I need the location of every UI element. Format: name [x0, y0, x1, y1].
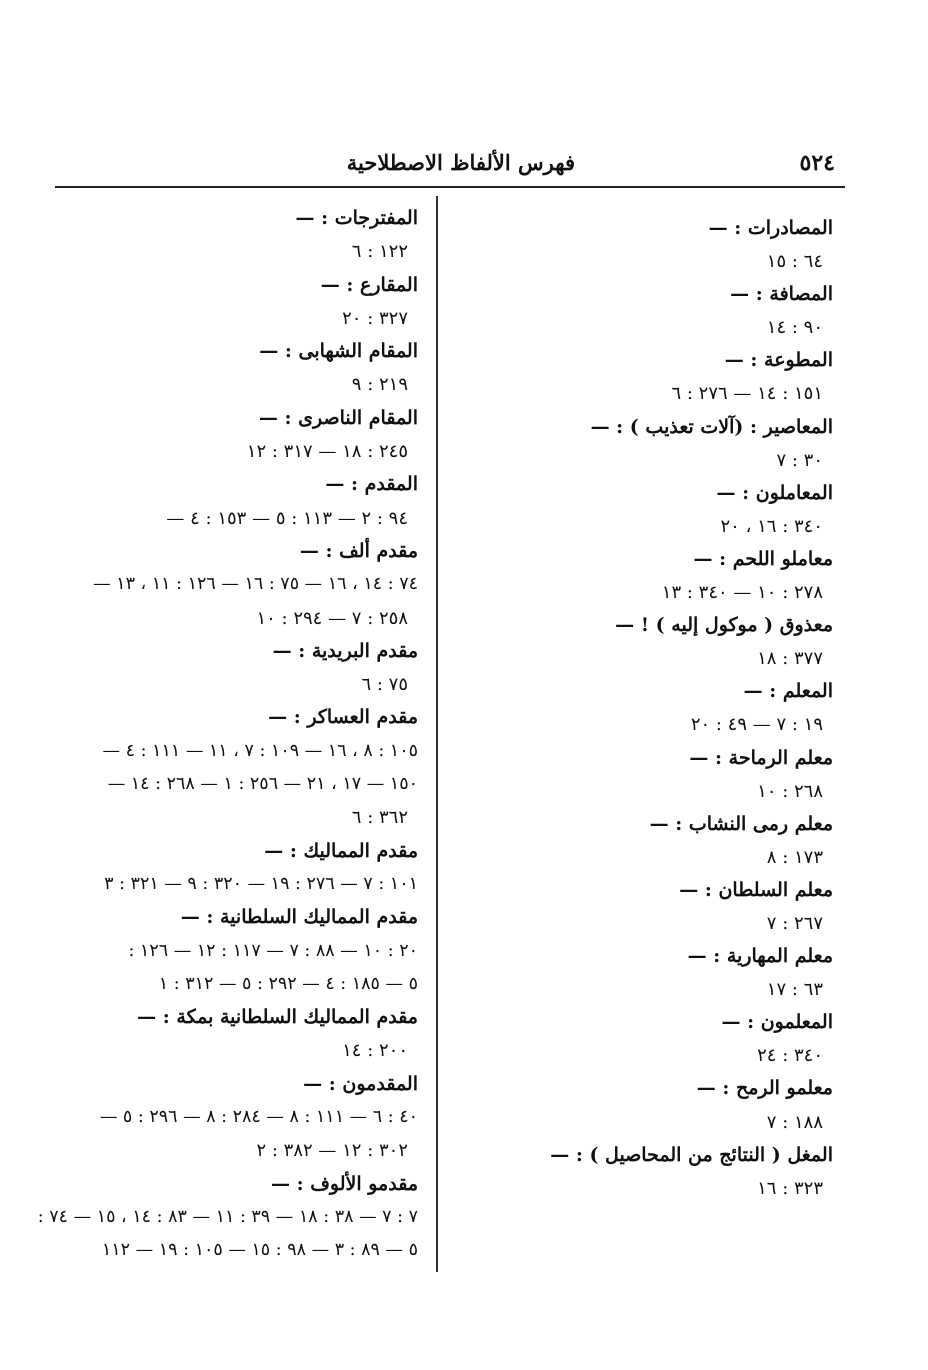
page-reference: ٦٤ : ١٥: [766, 251, 823, 273]
index-term: مقدم المماليك السلطانية بمكة : —: [137, 1006, 418, 1029]
index-term: المعلم : —: [743, 680, 833, 703]
page-reference: ٣٤٠ : ٢٤: [757, 1045, 823, 1067]
index-term: معذوق ( موكول إليه ) ! —: [615, 614, 833, 637]
page-reference: ٧٤ : ١٤ ، ١٦ — ٧٥ : ١٦ — ١٢٦ : ١١ ، ١٣ —: [93, 574, 418, 595]
page-reference: ٢٥٨ : ٧ — ٢٩٤ : ١٠: [256, 607, 408, 629]
page-reference: ٧ : ٧ — ٣٨ : ١٨ — ٣٩ : ١١ — ٨٣ : ١٤ ، ١٥ — ٧٤ :: [37, 1206, 418, 1227]
index-term: المقدمون : —: [303, 1072, 418, 1095]
index-column-left: [37, 202, 418, 1268]
page-reference: ٢٦٧ : ٧: [766, 912, 823, 934]
index-term: المغل ( النتائج من المحاصيل ) : —: [550, 1143, 833, 1166]
page-reference: ١٧٣ : ٨: [766, 846, 823, 868]
index-term: مقدم البريدية : —: [272, 639, 418, 662]
index-term: معلم السلطان : —: [679, 878, 833, 901]
page-reference: ٧٥ : ٦: [361, 674, 408, 696]
page-reference: ٣٦٢ : ٦: [351, 807, 408, 829]
page-title: فهرس الألفاظ الاصطلاحية: [346, 150, 575, 175]
index-term: مقدم ألف : —: [299, 539, 418, 562]
index-term: مقدم المماليك : —: [264, 839, 418, 862]
index-term: المقارع : —: [320, 273, 418, 296]
page-reference: ٣٧٧ : ١٨: [757, 648, 823, 670]
index-term: المقام الشهابى : —: [259, 340, 418, 363]
page-reference: ١٥١ : ١٤ — ٢٧٦ : ٦: [671, 383, 823, 405]
page-reference: ٥ — ٨٩ : ٣ — ٩٨ : ١٥ — ١٠٥ : ١٩ — ١١٢: [101, 1240, 418, 1261]
index-term: المعلمون : —: [721, 1011, 833, 1034]
page-reference: ٣٤٠ : ١٦ ، ٢٠: [720, 515, 823, 537]
page-reference: ٢٧٨ : ١٠ — ٣٤٠ : ١٣: [661, 582, 823, 604]
index-term: المعاملون : —: [716, 481, 833, 504]
column-divider: [436, 196, 438, 1272]
page-reference: ٢٠٠ : ١٤: [342, 1040, 408, 1062]
index-column-right: [483, 212, 833, 1205]
page-reference: ١٨٨ : ٧: [766, 1111, 823, 1133]
index-term: معلم المهارية : —: [687, 945, 833, 968]
page-reference: ٣٢٧ : ٢٠: [342, 307, 408, 329]
page-reference: ٤٠ : ٦ — ١١١ : ٨ — ٢٨٤ : ٨ — ٢٩٦ : ٥ —: [99, 1107, 418, 1128]
index-term: مقدم المماليك السلطانية : —: [180, 906, 418, 929]
page-reference: ٩٠ : ١٤: [766, 317, 823, 339]
index-term: معلم الرماحة : —: [689, 746, 833, 769]
page-reference: ١٠٥ : ٨ ، ١٦ — ١٠٩ : ٧ ، ١١ — ١١١ : ٤ —: [102, 740, 418, 761]
index-term: معلم رمى النشاب : —: [649, 812, 833, 835]
page-reference: ٦٣ : ١٧: [766, 979, 823, 1001]
page-reference: ٩٤ : ٢ — ١١٣ : ٥ — ١٥٣ : ٤ —: [166, 507, 408, 529]
index-term: معلمو الرمح : —: [696, 1077, 833, 1100]
page-reference: ٣٠٢ : ١٢ — ٣٨٢ : ٢: [256, 1140, 408, 1162]
index-term: المطوعة : —: [724, 349, 833, 372]
page-reference: ٣٢٣ : ١٦: [757, 1177, 823, 1199]
page-reference: ٢٦٨ : ١٠: [757, 780, 823, 802]
index-term: مقدمو الألوف : —: [270, 1172, 418, 1195]
page-reference: ١٢٢ : ٦: [351, 241, 408, 263]
page-reference: ٥ — ١٨٥ : ٤ — ٢٩٢ : ٥ — ٣١٢ : ١: [158, 973, 418, 994]
page-number: ٥٢٤: [799, 150, 835, 176]
page-reference: ٣٠ : ٧: [776, 449, 823, 471]
page-reference: ١٥٠ — ١٧ ، ٢١ — ٢٥٦ : ١ — ٢٦٨ : ١٤ —: [107, 774, 418, 795]
page-reference: ٢٠ : ١٠ — ٨٨ : ٧ — ١١٧ : ١٢ — ١٢٦ :: [128, 940, 418, 961]
index-term: المقدم : —: [325, 473, 418, 496]
page-reference: ١٩ : ٧ — ٤٩ : ٢٠: [690, 714, 823, 736]
index-term: المعاصير : (آلات تعذيب ) : —: [590, 415, 833, 438]
index-term: المقام الناصرى : —: [258, 406, 418, 429]
page-reference: ١٠١ : ٧ — ٢٧٦ : ١٩ — ٣٢٠ : ٩ — ٣٢١ : ٣: [104, 873, 418, 894]
index-term: المصافة : —: [730, 283, 833, 306]
index-term: معاملو اللحم : —: [693, 547, 833, 570]
page-header: [55, 148, 845, 188]
index-term: مقدم العساكر : —: [268, 706, 418, 729]
page-reference: ٢١٩ : ٩: [351, 374, 408, 396]
index-term: المفترجات : —: [295, 207, 418, 229]
index-term: المصادرات : —: [708, 217, 833, 239]
page-reference: ٢٤٥ : ١٨ — ٣١٧ : ١٢: [246, 441, 408, 463]
